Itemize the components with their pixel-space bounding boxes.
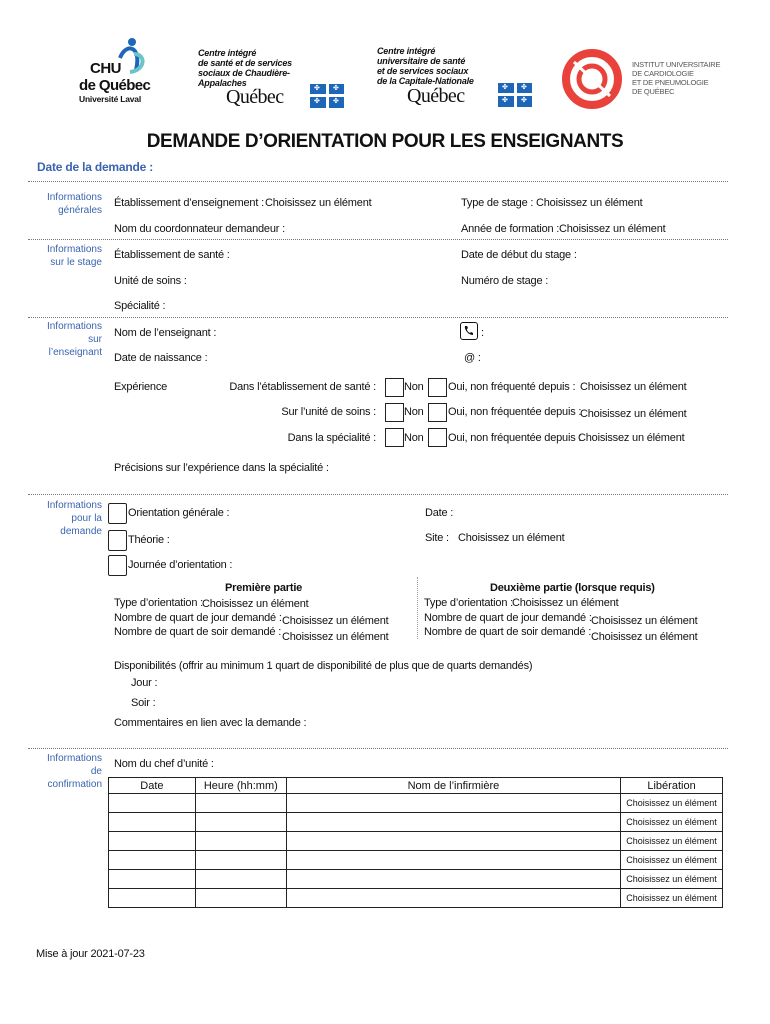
partie2-type-label: Type d’orientation : bbox=[424, 597, 513, 609]
experience-oui-checkbox[interactable] bbox=[428, 428, 447, 447]
annee-formation-select[interactable]: Choisissez un élément bbox=[559, 223, 666, 235]
iucpq-line3: ET DE PNEUMOLOGIE bbox=[632, 78, 709, 87]
quebec-flag-icon: ✤ ✤ ✤ ✤ bbox=[498, 83, 532, 107]
cisss-line2: de santé et de services bbox=[198, 58, 292, 68]
cisss-quebec: Québec bbox=[226, 86, 284, 108]
partie1-jour-select[interactable]: Choisissez un élément bbox=[282, 615, 389, 627]
liberation-select[interactable]: Choisissez un élément bbox=[621, 851, 723, 870]
experience-oui-checkbox[interactable] bbox=[428, 403, 447, 422]
nom-cell[interactable] bbox=[286, 870, 620, 889]
liberation-select[interactable]: Choisissez un élément bbox=[621, 889, 723, 908]
header-date: Date bbox=[109, 778, 196, 794]
chu-logo-line1: CHU bbox=[90, 60, 121, 77]
table-row bbox=[109, 832, 723, 851]
section-confirmation: Informations de confirmation bbox=[46, 753, 102, 790]
page-title: DEMANDE D’ORIENTATION POUR LES ENSEIGNANTS bbox=[146, 131, 624, 152]
heure-cell[interactable] bbox=[195, 794, 286, 813]
header-nom-infirmiere: Nom de l’infirmière bbox=[286, 778, 620, 794]
experience-non-checkbox[interactable] bbox=[385, 428, 404, 447]
partie1-type-select[interactable]: Choisissez un élément bbox=[202, 598, 309, 610]
unite-soins-field[interactable]: Unité de soins : bbox=[114, 275, 187, 287]
date-cell[interactable] bbox=[109, 851, 196, 870]
email-field[interactable]: @ : bbox=[464, 352, 481, 364]
chu-logo bbox=[79, 36, 168, 106]
etablissement-sante-field[interactable]: Établissement de santé : bbox=[114, 249, 230, 261]
orientation-generale-label: Orientation générale : bbox=[128, 507, 230, 519]
iucpq-line2: DE CARDIOLOGIE bbox=[632, 69, 694, 78]
date-cell[interactable] bbox=[109, 813, 196, 832]
date-cell[interactable] bbox=[109, 832, 196, 851]
table-row bbox=[109, 794, 723, 813]
ciusss-line1: Centre intégré bbox=[377, 46, 436, 56]
section-enseignant: Informations sur l’enseignant bbox=[46, 321, 102, 358]
experience-oui-label: Oui, non fréquentée depuis : bbox=[448, 406, 582, 418]
experience-row-label: Sur l’unité de soins : bbox=[281, 406, 376, 418]
experience-oui-select[interactable]: Choisissez un élément bbox=[580, 408, 687, 420]
theorie-label: Théorie : bbox=[128, 534, 170, 546]
confirmation-table bbox=[108, 777, 723, 908]
date-demande-label[interactable]: Date de la demande : bbox=[37, 160, 154, 174]
partie2-soir-select[interactable]: Choisissez un élément bbox=[591, 631, 698, 643]
chu-logo-line3: Université Laval bbox=[79, 94, 141, 104]
nom-cell[interactable] bbox=[286, 813, 620, 832]
footer-update: Mise à jour 2021-07-23 bbox=[36, 948, 145, 960]
liberation-select[interactable]: Choisissez un élément bbox=[621, 794, 723, 813]
cisss-line3: sociaux de Chaudière- bbox=[198, 68, 290, 78]
experience-non-label: Non bbox=[404, 432, 424, 444]
orientation-generale-checkbox[interactable] bbox=[108, 503, 127, 524]
etablissement-enseignement-label: Établissement d’enseignement : bbox=[114, 197, 264, 209]
experience-oui-label: Oui, non fréquenté depuis : bbox=[448, 381, 576, 393]
section-generales: Informations générales bbox=[46, 192, 102, 216]
iucpq-logo bbox=[560, 48, 730, 110]
section-stage: Informations sur le stage bbox=[46, 244, 102, 268]
partie2-jour-select[interactable]: Choisissez un élément bbox=[591, 615, 698, 627]
phone-field[interactable]: : bbox=[481, 327, 484, 339]
disponibilites-label: Disponibilités (offrir au minimum 1 quart de disponibilité de plus que de quarts demandés) bbox=[114, 660, 533, 672]
coordonnateur-field[interactable]: Nom du coordonnateur demandeur : bbox=[114, 223, 285, 235]
heure-cell[interactable] bbox=[195, 889, 286, 908]
liberation-select[interactable]: Choisissez un élément bbox=[621, 832, 723, 851]
experience-oui-select[interactable]: Choisissez un élément bbox=[580, 381, 687, 393]
nom-cell[interactable] bbox=[286, 832, 620, 851]
experience-row-label: Dans la spécialité : bbox=[287, 432, 376, 444]
date-debut-field[interactable]: Date de début du stage : bbox=[461, 249, 577, 261]
table-row bbox=[109, 813, 723, 832]
experience-oui-select[interactable]: Choisissez un élément bbox=[578, 432, 685, 444]
table-row bbox=[109, 889, 723, 908]
iucpq-emblem-icon bbox=[560, 48, 624, 110]
nom-enseignant-field[interactable]: Nom de l’enseignant : bbox=[114, 327, 217, 339]
orientation-date-field[interactable]: Date : bbox=[425, 507, 454, 519]
heure-cell[interactable] bbox=[195, 870, 286, 889]
date-cell[interactable] bbox=[109, 870, 196, 889]
partie2-jour-label: Nombre de quart de jour demandé : bbox=[424, 612, 592, 624]
nom-cell[interactable] bbox=[286, 889, 620, 908]
commentaires-field[interactable]: Commentaires en lien avec la demande : bbox=[114, 717, 307, 729]
nom-cell[interactable] bbox=[286, 794, 620, 813]
quebec-flag-icon: ✤ ✤ ✤ ✤ bbox=[310, 84, 344, 108]
cisss-line1: Centre intégré bbox=[198, 48, 257, 58]
partie2-title: Deuxième partie (lorsque requis) bbox=[490, 582, 655, 594]
specialite-field[interactable]: Spécialité : bbox=[114, 300, 166, 312]
iucpq-line4: DE QUÉBEC bbox=[632, 87, 675, 96]
annee-formation-label: Année de formation : bbox=[461, 223, 560, 235]
table-row bbox=[109, 851, 723, 870]
journee-orientation-label: Journée d’orientation : bbox=[128, 559, 233, 571]
journee-orientation-checkbox[interactable] bbox=[108, 555, 127, 576]
disponibilites-soir-field[interactable]: Soir : bbox=[131, 697, 156, 709]
header-liberation: Libération bbox=[621, 778, 723, 794]
cisss-logo bbox=[198, 48, 348, 110]
iucpq-line1: INSTITUT UNIVERSITAIRE bbox=[632, 60, 721, 69]
site-select[interactable]: Choisissez un élément bbox=[458, 532, 565, 544]
experience-row-label: Dans l’établissement de santé : bbox=[229, 381, 376, 393]
ciusss-line2: universitaire de santé bbox=[377, 56, 466, 66]
precisions-field[interactable]: Précisions sur l’expérience dans la spécialité : bbox=[114, 462, 329, 474]
experience-oui-label: Oui, non fréquentée depuis : bbox=[448, 432, 582, 444]
ciusss-quebec: Québec bbox=[407, 85, 465, 107]
date-cell[interactable] bbox=[109, 794, 196, 813]
date-cell[interactable] bbox=[109, 889, 196, 908]
type-stage-label: Type de stage : bbox=[461, 197, 534, 209]
liberation-select[interactable]: Choisissez un élément bbox=[621, 813, 723, 832]
cisss-line4: Appalaches bbox=[198, 78, 247, 88]
experience-oui-checkbox[interactable] bbox=[428, 378, 447, 397]
chu-logo-line2: de Québec bbox=[79, 77, 151, 94]
header-heure: Heure (hh:mm) bbox=[195, 778, 286, 794]
partie2-type-select[interactable]: Choisissez un élément bbox=[512, 597, 619, 609]
heure-cell[interactable] bbox=[195, 832, 286, 851]
ciusss-logo bbox=[377, 46, 537, 110]
ciusss-line4: de la Capitale-Nationale bbox=[377, 76, 474, 86]
partie1-type-label: Type d’orientation : bbox=[114, 597, 203, 609]
experience-non-checkbox[interactable] bbox=[385, 378, 404, 397]
experience-non-label: Non bbox=[404, 406, 424, 418]
date-naissance-field[interactable]: Date de naissance : bbox=[114, 352, 208, 364]
site-label: Site : bbox=[425, 532, 449, 544]
experience-non-label: Non bbox=[404, 381, 424, 393]
experience-label: Expérience bbox=[114, 381, 168, 393]
etablissement-enseignement-select[interactable]: Choisissez un élément bbox=[265, 197, 372, 209]
type-stage-select[interactable]: Choisissez un élément bbox=[536, 197, 643, 209]
phone-icon bbox=[460, 322, 478, 340]
experience-non-checkbox[interactable] bbox=[385, 403, 404, 422]
partie1-jour-label: Nombre de quart de jour demandé : bbox=[114, 612, 282, 624]
partie1-title: Première partie bbox=[225, 582, 303, 594]
table-row bbox=[109, 870, 723, 889]
disponibilites-jour-field[interactable]: Jour : bbox=[131, 677, 158, 689]
nom-cell[interactable] bbox=[286, 851, 620, 870]
heure-cell[interactable] bbox=[195, 851, 286, 870]
partie2-soir-label: Nombre de quart de soir demandé : bbox=[424, 626, 592, 638]
ciusss-line3: et de services sociaux bbox=[377, 66, 469, 76]
chef-unite-field[interactable]: Nom du chef d’unité : bbox=[114, 758, 214, 770]
liberation-select[interactable]: Choisissez un élément bbox=[621, 870, 723, 889]
partie1-soir-select[interactable]: Choisissez un élément bbox=[282, 631, 389, 643]
section-demande: Informations pour la demande bbox=[46, 500, 102, 537]
theorie-checkbox[interactable] bbox=[108, 530, 127, 551]
partie1-soir-label: Nombre de quart de soir demandé : bbox=[114, 626, 282, 638]
heure-cell[interactable] bbox=[195, 813, 286, 832]
numero-stage-field[interactable]: Numéro de stage : bbox=[461, 275, 549, 287]
